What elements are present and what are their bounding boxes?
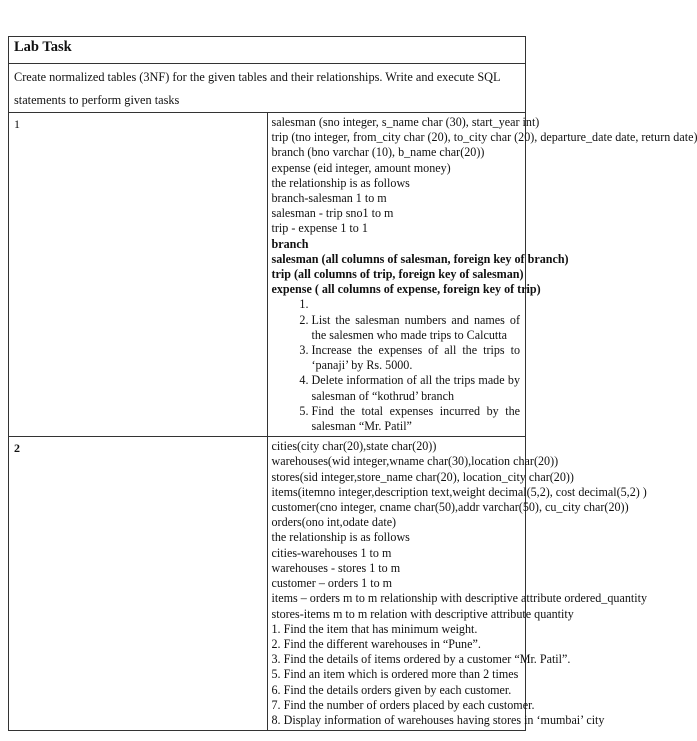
task-1-line: the relationship is as follows [271, 175, 410, 190]
title-row [9, 37, 526, 64]
task-2-query: 5. Find an item which is ordered more than 2 times [271, 667, 519, 682]
task-1-line: salesman (sno integer, s_name char (30), start_year int) [271, 115, 540, 129]
task-2-line: items(itemno integer,description text,weight decimal(5,2), cost decimal(5,2) ) [271, 484, 647, 499]
task-1-content [267, 113, 697, 437]
task-2-line: cities(city char(20),state char(20)) [271, 439, 437, 454]
task-1-bold-line: expense ( all columns of expense, foreign key of trip) [271, 282, 541, 297]
task-2-query: 2. Find the different warehouses in “Pune”. [271, 636, 481, 651]
task-1-line: branch (bno varchar (10), b_name char(20)) [271, 145, 485, 160]
task-2-query: 6. Find the details orders given by each customer. [271, 682, 512, 697]
task-2-line: warehouses - stores 1 to m [271, 560, 401, 575]
task-1-line: trip (tno integer, from_city char (20), to_city char (20), departure_date date, return date) [271, 130, 697, 145]
task-2-content [267, 437, 647, 731]
task-1-row [9, 113, 526, 437]
task-1-line: expense (eid integer, amount money) [271, 160, 451, 175]
task-1-bold-line: branch [271, 236, 309, 251]
task-1-line: salesman - trip sno1 to m [271, 206, 394, 221]
task-2-line: items – orders m to m relationship with descriptive attribute ordered_quantity [271, 591, 647, 606]
task-1-query: 3. Increase the expenses of all the trips to ‘panaji’ by Rs. 5000. [312, 343, 523, 373]
task-1-query-list [272, 297, 523, 434]
task-2-line: customer(cno integer, cname char(50),addr varchar(50), cu_city char(20)) [271, 500, 629, 515]
task-2-line: stores-items m to m relation with descriptive attribute quantity [271, 606, 574, 621]
task-2-query: 8. Display information of warehouses having stores in ‘mumbai’ city [271, 712, 605, 727]
task-2-line: cities-warehouses 1 to m [271, 545, 392, 560]
task-1-bold-line: trip (all columns of trip, foreign key of salesman) [271, 267, 524, 282]
task-2-query: 1. Find the item that has minimum weight. [271, 621, 478, 636]
task-1-line: trip - expense 1 to 1 [271, 221, 368, 236]
task-2-row [9, 437, 526, 731]
task-2-number: 2 [9, 437, 268, 731]
task-2-line: the relationship is as follows [271, 530, 410, 545]
task-2-query: 7. Find the number of orders placed by each customer. [271, 697, 535, 712]
intro-row [9, 64, 526, 113]
task-2-line: customer – orders 1 to m [271, 576, 393, 591]
lab-task-document [8, 36, 697, 731]
lab-task-table [8, 36, 697, 731]
task-1-line: branch-salesman 1 to m [271, 191, 387, 206]
task-1-bold-line: salesman (all columns of salesman, foreign key of branch) [271, 251, 569, 266]
task-1-number: 1 [9, 113, 268, 437]
task-2-line: stores(sid integer,store_name char(20), location_city char(20)) [271, 469, 574, 484]
task-1-query: 2. List the salesman numbers and names of the salesmen who made trips to Calcutta [312, 313, 523, 343]
task-1-query: 5. Find the total expenses incurred by the salesman “Mr. Patil” [312, 404, 523, 434]
task-2-line: warehouses(wid integer,wname char(30),location char(20)) [271, 454, 559, 469]
lab-task-title: Lab Task [9, 37, 526, 64]
task-2-line: orders(ono int,odate date) [271, 515, 397, 530]
task-2-query: 3. Find the details of items ordered by a customer “Mr. Patil”. [271, 652, 571, 667]
intro-text: Create normalized tables (3NF) for the given tables and their relationships. Write and execute SQL statements to perform given tasks [9, 64, 526, 113]
task-1-query: 4. Delete information of all the trips made by salesman of “kothrud’ branch [312, 373, 523, 403]
task-1-query [312, 297, 523, 312]
